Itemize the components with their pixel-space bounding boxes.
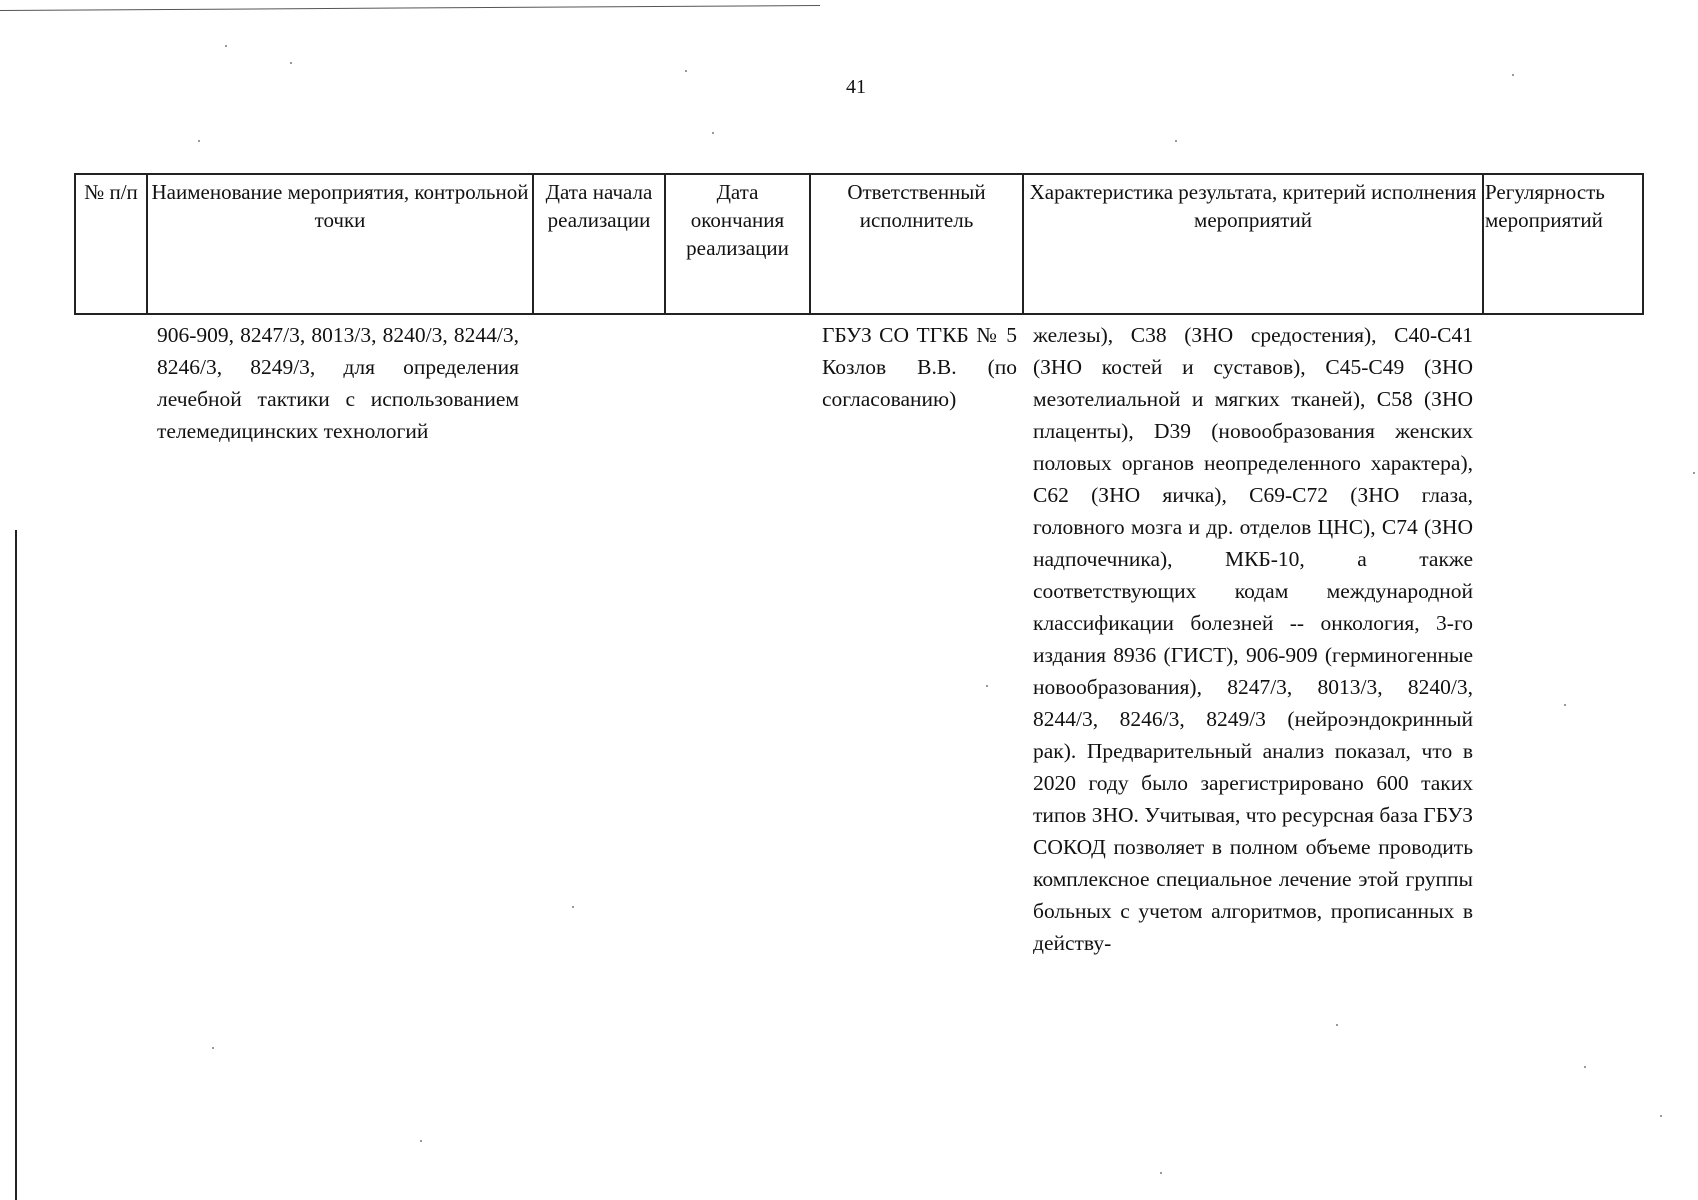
cell-activity-name: 906-909, 8247/3, 8013/3, 8240/3, 8244/3, 8246/3, 8249/3, для определения лечебной тактики с использованием телемедицинских технологий (157, 323, 519, 443)
scan-speck (1175, 140, 1177, 142)
scan-speck (1336, 1024, 1338, 1026)
scan-speck (572, 906, 574, 908)
table-row (75, 314, 1643, 959)
cell-regularity (1483, 314, 1643, 959)
header-responsible: Ответственный исполнитель (810, 174, 1023, 314)
action-plan-table (74, 173, 1644, 959)
header-number: № п/п (75, 174, 147, 314)
scan-speck (1512, 74, 1514, 76)
scan-speck (212, 1047, 214, 1049)
scan-speck (1160, 1172, 1162, 1174)
header-end-date: Дата окончания реализации (665, 174, 810, 314)
scan-speck (290, 62, 292, 64)
cell-start-date (533, 314, 665, 959)
scan-speck (1584, 1066, 1586, 1068)
header-activity-name: Наименование мероприятия, контрольной точки (147, 174, 533, 314)
header-regularity: Регулярность мероприятий (1483, 174, 1643, 314)
scan-speck (1660, 1115, 1662, 1117)
scan-speck (685, 70, 687, 72)
cell-result-characteristic: железы), С38 (ЗНО средостения), С40-С41 (ЗНО костей и суставов), С45-С49 (ЗНО мезотелиальной и мягких тканей), С58 (ЗНО плаценты), D39 (новообразования женских половых органов неопределенного характера), С62 (ЗНО яичка), С69-С72 (ЗНО глаза, головного мозга и др. отделов ЦНС), С74 (ЗНО надпочечника), МКБ-10, а также соответствующих кодам международной классификации болезней -- онкология, 3-го издания 8936 (ГИСТ), 906-909 (герминогенные новообразования), 8247/3, 8013/3, 8240/3, 8244/3, 8246/3, 8249/3 (нейроэндокринный рак). Предварительный анализ показал, что в 2020 году было зарегистрировано 600 таких типов ЗНО. Учитывая, что ресурсная база ГБУЗ СОКОД позволяет в полном объеме проводить комплексное специальное лечение этой группы больных с учетом алгоритмов, прописанных в действу- (1033, 323, 1473, 955)
page-number: 41 (846, 76, 866, 98)
scan-speck (986, 685, 988, 687)
scan-edge-line (0, 5, 820, 11)
cell-number (75, 314, 147, 959)
scan-speck (712, 132, 714, 134)
header-result-characteristic: Характеристика результата, критерий исполнения мероприятий (1023, 174, 1483, 314)
scan-speck (225, 45, 227, 47)
header-start-date: Дата начала реализации (533, 174, 665, 314)
scan-edge-line (15, 530, 17, 1200)
scan-speck (1693, 472, 1695, 474)
table-header-row (75, 174, 1643, 314)
scan-speck (1564, 704, 1566, 706)
scan-speck (198, 140, 200, 142)
cell-responsible: ГБУЗ СО ТГКБ № 5 Козлов В.В. (по согласованию) (822, 323, 1017, 411)
scan-speck (420, 1140, 422, 1142)
cell-end-date (665, 314, 810, 959)
